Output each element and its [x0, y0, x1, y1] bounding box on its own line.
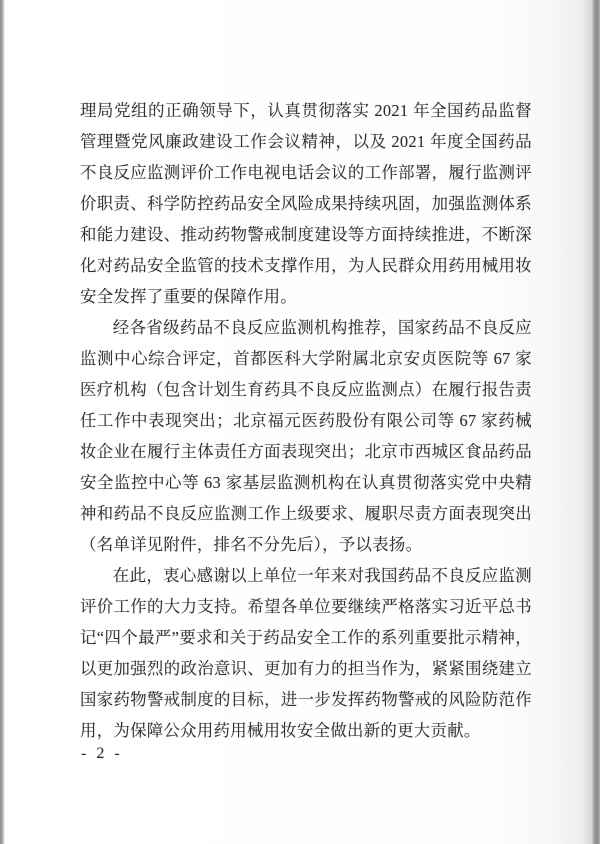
scan-edge-left — [0, 0, 5, 844]
paragraph-continuation: 理局党组的正确领导下，认真贯彻落实 2021 年全国药品监督管理暨党风廉政建设工作会议精神，以及 2021 年度全国药品不良反应监测评价工作电视电话会议的工作部署，履行监测评价职责、科学防控药品安全风险成果持续巩固，加强监测体系和能力建设、推动药物警戒制度建设等方面持续推进，不断深化对药品安全监管的技术支撑作用，为人民群众用药用械用妆安全发挥了重要的保障作用。 — [80, 101, 532, 306]
paragraph-closing-thanks: 在此，衷心感谢以上单位一年来对我国药品不良反应监测评价工作的大力支持。希望各单位要继续严格落实习近平总书记“四个最严”要求和关于药品安全工作的系列重要批示精神，以更加强烈的政治意识、更加有力的担当作为，紧紧围绕建立国家药物警戒制度的目标，进一步发挥药物警戒的风险防范作用，为保障公众用药用械用妆安全做出新的更大贡献。 — [80, 566, 532, 740]
paragraph-commendation-list: 经各省级药品不良反应监测机构推荐，国家药品不良反应监测中心综合评定，首都医科大学附属北京安贞医院等 67 家医疗机构（包含计划生育药具不良反应监测点）在履行报告责任工作中表现突出；北京福元医药股份有限公司等 67 家药械妆企业在履行主体责任方面表现突出；北京市西城区食品药品安全监控中心等 63 家基层监测机构在认真贯彻落实党中央精神和药品不良反应监测工作上级要求、履职尽责方面表现突出（名单详见附件，排名不分先后），予以表扬。 — [80, 318, 532, 554]
document-body — [80, 95, 532, 746]
page-number: - 2 - — [81, 745, 123, 762]
scan-edge-right — [558, 0, 600, 844]
